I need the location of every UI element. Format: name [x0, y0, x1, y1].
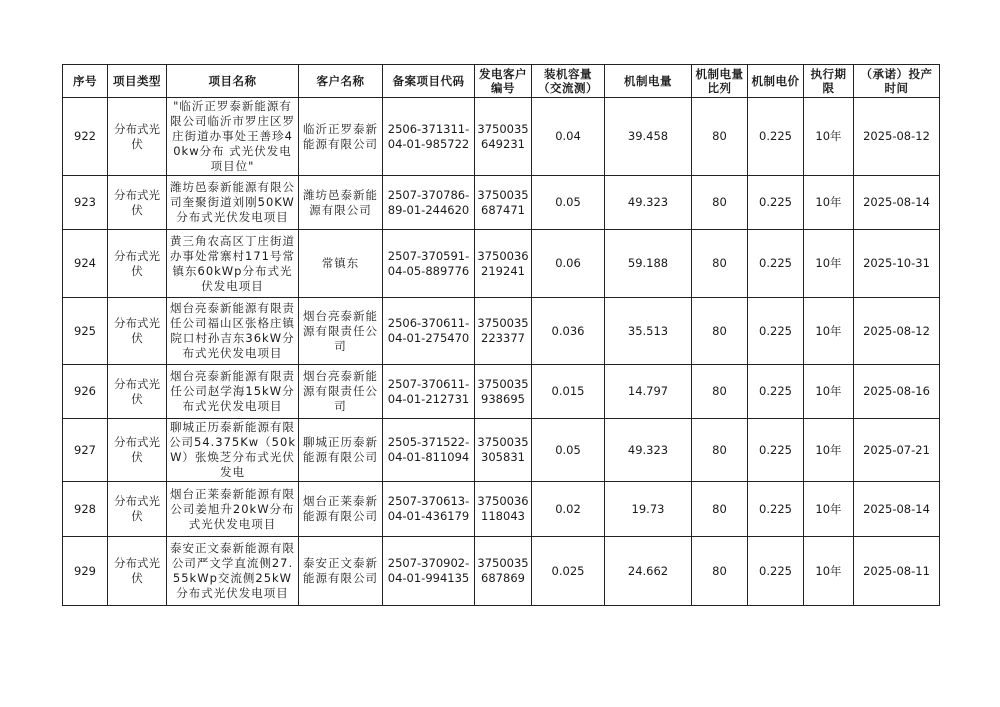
seq-cell: 927 — [63, 419, 108, 482]
type-cell: 分布式光伏 — [108, 298, 167, 365]
date-cell: 2025-08-14 — [854, 482, 940, 537]
header-cell: （承诺）投产时间 — [854, 65, 940, 98]
type-cell: 分布式光伏 — [108, 482, 167, 537]
date-cell: 2025-08-14 — [854, 176, 940, 230]
header-cell: 机制电价 — [748, 65, 804, 98]
term-cell: 10年 — [804, 365, 854, 419]
seq-cell: 923 — [63, 176, 108, 230]
project-table — [62, 64, 940, 606]
ratio-cell: 80 — [692, 230, 748, 298]
table-row — [63, 537, 940, 606]
price-cell: 0.225 — [748, 176, 804, 230]
seq-cell: 924 — [63, 230, 108, 298]
term-cell: 10年 — [804, 230, 854, 298]
header-cell: 备案项目代码 — [383, 65, 475, 98]
type-cell: 分布式光伏 — [108, 365, 167, 419]
seq-cell: 929 — [63, 537, 108, 606]
project-name-cell: "临沂正罗泰新能源有限公司临沂市罗庄区罗庄街道办事处王善珍40kw分布 式光伏发电项目位" — [167, 98, 299, 176]
account-cell: 3750035305831 — [475, 419, 532, 482]
price-cell: 0.225 — [748, 482, 804, 537]
date-cell: 2025-07-21 — [854, 419, 940, 482]
table-row — [63, 365, 940, 419]
energy-cell: 24.662 — [605, 537, 692, 606]
type-cell: 分布式光伏 — [108, 230, 167, 298]
energy-cell: 49.323 — [605, 176, 692, 230]
energy-cell: 19.73 — [605, 482, 692, 537]
account-cell: 3750036219241 — [475, 230, 532, 298]
term-cell: 10年 — [804, 176, 854, 230]
type-cell: 分布式光伏 — [108, 176, 167, 230]
capacity-cell: 0.025 — [532, 537, 605, 606]
term-cell: 10年 — [804, 98, 854, 176]
header-cell: 项目类型 — [108, 65, 167, 98]
type-cell: 分布式光伏 — [108, 419, 167, 482]
ratio-cell: 80 — [692, 98, 748, 176]
project-name-cell: 黄三角农高区丁庄街道办事处常寨村171号常镇东60kWp分布式光伏发电项目 — [167, 230, 299, 298]
date-cell: 2025-08-12 — [854, 98, 940, 176]
ratio-cell: 80 — [692, 482, 748, 537]
ratio-cell: 80 — [692, 419, 748, 482]
term-cell: 10年 — [804, 298, 854, 365]
project-name-cell: 烟台正莱泰新能源有限公司姜旭升20kW分布式光伏发电项目 — [167, 482, 299, 537]
header-cell: 客户名称 — [299, 65, 383, 98]
date-cell: 2025-08-16 — [854, 365, 940, 419]
table-row — [63, 98, 940, 176]
capacity-cell: 0.05 — [532, 419, 605, 482]
seq-cell: 922 — [63, 98, 108, 176]
customer-cell: 烟台正莱泰新能源有限公司 — [299, 482, 383, 537]
filing-code-cell: 2507-370613-04-01-436179 — [383, 482, 475, 537]
table-row — [63, 482, 940, 537]
term-cell: 10年 — [804, 537, 854, 606]
price-cell: 0.225 — [748, 365, 804, 419]
header-cell: 序号 — [63, 65, 108, 98]
header-cell: 机制电量 — [605, 65, 692, 98]
capacity-cell: 0.05 — [532, 176, 605, 230]
ratio-cell: 80 — [692, 298, 748, 365]
account-cell: 3750035687471 — [475, 176, 532, 230]
date-cell: 2025-08-12 — [854, 298, 940, 365]
project-name-cell: 聊城正历泰新能源有限公司54.375Kw（50kW）张焕芝分布式光伏发电 — [167, 419, 299, 482]
filing-code-cell: 2507-370591-04-05-889776 — [383, 230, 475, 298]
price-cell: 0.225 — [748, 230, 804, 298]
term-cell: 10年 — [804, 482, 854, 537]
account-cell: 3750035938695 — [475, 365, 532, 419]
energy-cell: 49.323 — [605, 419, 692, 482]
filing-code-cell: 2506-371311-04-01-985722 — [383, 98, 475, 176]
price-cell: 0.225 — [748, 98, 804, 176]
table-header-row — [63, 65, 940, 98]
customer-cell: 潍坊邑泰新能源有限公司 — [299, 176, 383, 230]
capacity-cell: 0.04 — [532, 98, 605, 176]
table-row — [63, 176, 940, 230]
account-cell: 3750035687869 — [475, 537, 532, 606]
table-row — [63, 298, 940, 365]
account-cell: 3750036118043 — [475, 482, 532, 537]
energy-cell: 39.458 — [605, 98, 692, 176]
customer-cell: 烟台亮泰新能源有限责任公司 — [299, 298, 383, 365]
account-cell: 3750035649231 — [475, 98, 532, 176]
type-cell: 分布式光伏 — [108, 98, 167, 176]
seq-cell: 925 — [63, 298, 108, 365]
project-name-cell: 泰安正文泰新能源有限公司严文学直流侧27.55kWp交流侧25kW分布式光伏发电项目 — [167, 537, 299, 606]
price-cell: 0.225 — [748, 537, 804, 606]
project-name-cell: 烟台亮泰新能源有限责任公司福山区张格庄镇院口村孙吉东36kW分布式光伏发电项目 — [167, 298, 299, 365]
ratio-cell: 80 — [692, 365, 748, 419]
filing-code-cell: 2507-370611-04-01-212731 — [383, 365, 475, 419]
table-row — [63, 230, 940, 298]
ratio-cell: 80 — [692, 176, 748, 230]
customer-cell: 常镇东 — [299, 230, 383, 298]
price-cell: 0.225 — [748, 298, 804, 365]
header-cell: 机制电量比列 — [692, 65, 748, 98]
ratio-cell: 80 — [692, 537, 748, 606]
energy-cell: 35.513 — [605, 298, 692, 365]
header-cell: 发电客户编号 — [475, 65, 532, 98]
filing-code-cell: 2507-370902-04-01-994135 — [383, 537, 475, 606]
filing-code-cell: 2506-370611-04-01-275470 — [383, 298, 475, 365]
term-cell: 10年 — [804, 419, 854, 482]
price-cell: 0.225 — [748, 419, 804, 482]
header-cell: 项目名称 — [167, 65, 299, 98]
header-cell: 执行期限 — [804, 65, 854, 98]
customer-cell: 烟台亮泰新能源有限责任公司 — [299, 365, 383, 419]
capacity-cell: 0.036 — [532, 298, 605, 365]
capacity-cell: 0.015 — [532, 365, 605, 419]
date-cell: 2025-08-11 — [854, 537, 940, 606]
seq-cell: 928 — [63, 482, 108, 537]
table-row — [63, 419, 940, 482]
energy-cell: 59.188 — [605, 230, 692, 298]
seq-cell: 926 — [63, 365, 108, 419]
account-cell: 3750035223377 — [475, 298, 532, 365]
customer-cell: 泰安正文泰新能源有限公司 — [299, 537, 383, 606]
project-name-cell: 潍坊邑泰新能源有限公司奎聚街道刘刚50KW分布式光伏发电项目 — [167, 176, 299, 230]
capacity-cell: 0.02 — [532, 482, 605, 537]
header-cell: 装机容量（交流测） — [532, 65, 605, 98]
project-name-cell: 烟台亮泰新能源有限责任公司赵学海15kW分布式光伏发电项目 — [167, 365, 299, 419]
customer-cell: 临沂正罗泰新能源有限公司 — [299, 98, 383, 176]
capacity-cell: 0.06 — [532, 230, 605, 298]
energy-cell: 14.797 — [605, 365, 692, 419]
filing-code-cell: 2505-371522-04-01-811094 — [383, 419, 475, 482]
type-cell: 分布式光伏 — [108, 537, 167, 606]
date-cell: 2025-10-31 — [854, 230, 940, 298]
filing-code-cell: 2507-370786-89-01-244620 — [383, 176, 475, 230]
customer-cell: 聊城正历泰新能源有限公司 — [299, 419, 383, 482]
